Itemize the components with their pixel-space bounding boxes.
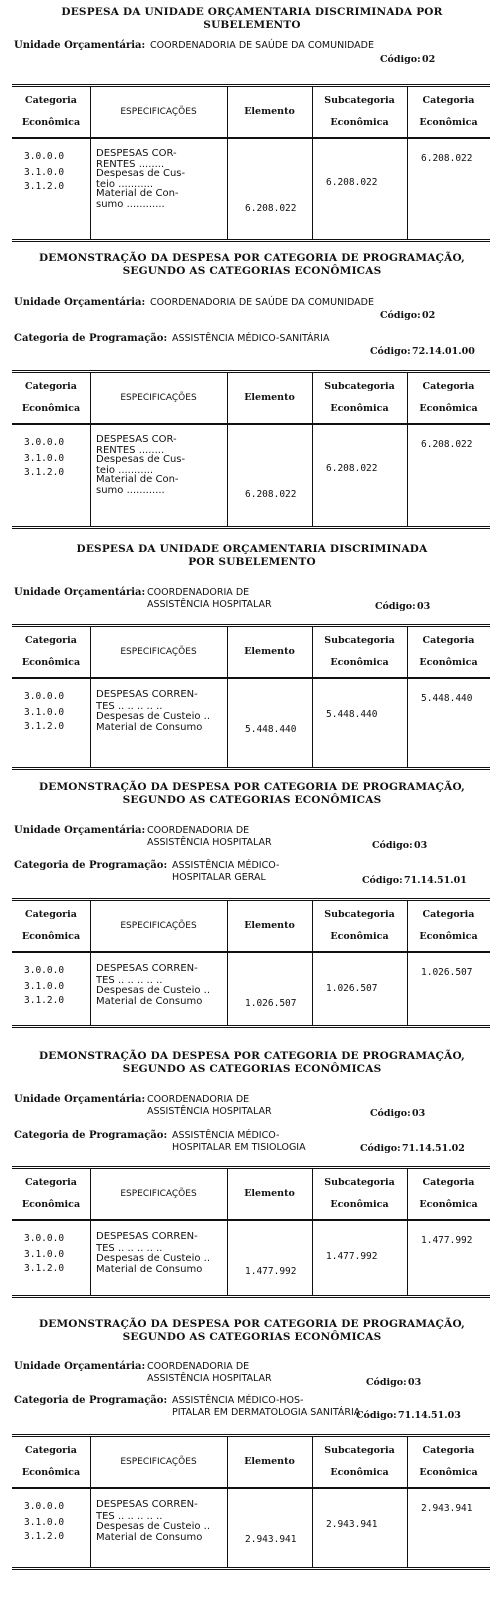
codigo-value: 03 <box>412 1108 426 1119</box>
codigo-value: 03 <box>417 601 431 612</box>
section-title: DEMONSTRAÇÃO DA DESPESA POR CATEGORIA DE PROGRAMAÇÃO, SEGUNDO AS CATEGORIAS ECONÔMICAS <box>38 781 466 806</box>
unidade-label: Unidade Orçamentária: <box>14 40 146 51</box>
section-title: DEMONSTRAÇÃO DA DESPESA POR CATEGORIA DE PROGRAMAÇÃO, SEGUNDO AS CATEGORIAS ECONÔMICAS <box>38 1050 466 1075</box>
programacao-codigo-label: Código: <box>362 875 403 886</box>
section-title: DEMONSTRAÇÃO DA DESPESA POR CATEGORIA DE PROGRAMAÇÃO, SEGUNDO AS CATEGORIAS ECONÔMICAS <box>38 252 466 277</box>
categoria-value: 1.026.507 <box>421 967 473 978</box>
specification-text: Material de Consumo <box>96 996 203 1007</box>
category-code: 3.0.0.0 <box>24 691 65 702</box>
specification-text: DESPESAS COR- RENTES ........ <box>96 148 177 170</box>
unidade-value: COORDENADORIA DE ASSISTÊNCIA HOSPITALAR <box>147 1361 272 1384</box>
column-header: Categoria Econômica <box>419 635 478 668</box>
elemento-value: 2.943.941 <box>245 1534 297 1545</box>
elemento-value: 1.477.992 <box>245 1266 297 1277</box>
category-code: 3.1.0.0 <box>24 167 65 178</box>
unidade-label: Unidade Orçamentária: <box>14 587 146 598</box>
column-header: Categoria Econômica <box>21 381 81 414</box>
unidade-value: COORDENADORIA DE SAÚDE DA COMUNIDADE <box>150 297 374 308</box>
specification-text: DESPESAS CORREN- TES .. .. .. .. .. <box>96 689 198 712</box>
unidade-value: COORDENADORIA DE ASSISTÊNCIA HOSPITALAR <box>147 587 272 610</box>
unidade-value: COORDENADORIA DE ASSISTÊNCIA HOSPITALAR <box>147 1094 272 1117</box>
column-header: Categoria Econômica <box>21 95 81 128</box>
specification-text: Despesas de Custeio .. <box>96 711 211 722</box>
specification-text: Despesas de Custeio .. <box>96 985 211 996</box>
category-code: 3.1.2.0 <box>24 1531 65 1542</box>
column-header: Categoria Econômica <box>21 635 81 668</box>
column-header: ESPECIFICAÇÕES <box>120 1189 197 1199</box>
specification-text: Material de Con- sumo ............ <box>96 188 179 210</box>
codigo-label: Código: <box>366 1377 407 1388</box>
unidade-value: COORDENADORIA DE ASSISTÊNCIA HOSPITALAR <box>147 825 272 848</box>
programacao-label: Categoria de Programação: <box>14 333 168 344</box>
subcategoria-value: 5.448.440 <box>326 709 378 720</box>
column-header: Subcategoria Econômica <box>324 635 395 668</box>
codigo-value: 03 <box>414 840 428 851</box>
section-title: DESPESA DA UNIDADE ORÇAMENTARIA DISCRIMINADA POR SUBELEMENTO <box>76 543 428 568</box>
column-header: Elemento <box>244 1188 295 1199</box>
specification-text: Material de Consumo <box>96 1264 203 1275</box>
programacao-codigo-label: Código: <box>356 1410 397 1421</box>
subcategoria-value: 1.026.507 <box>326 983 378 994</box>
programacao-value: ASSISTÊNCIA MÉDICO- HOSPITALAR GERAL <box>172 860 280 883</box>
specification-text: DESPESAS CORREN- TES .. .. .. .. .. <box>96 963 198 986</box>
programacao-codigo-label: Código: <box>360 1143 401 1154</box>
specification-text: DESPESAS CORREN- TES .. .. .. .. .. <box>96 1231 198 1254</box>
column-header: ESPECIFICAÇÕES <box>120 1457 197 1467</box>
programacao-codigo-label: Código: <box>370 346 411 357</box>
category-code: 3.1.0.0 <box>24 1249 65 1260</box>
column-header: Elemento <box>244 646 295 657</box>
column-header: Elemento <box>244 392 295 403</box>
specification-text: Material de Consumo <box>96 722 203 733</box>
column-header: Categoria Econômica <box>419 1177 478 1210</box>
category-code: 3.0.0.0 <box>24 151 65 162</box>
specification-text: Despesas de Custeio .. <box>96 1253 211 1264</box>
codigo-label: Código: <box>380 310 421 321</box>
specification-text: Despesas de Custeio .. <box>96 1521 211 1532</box>
column-header: ESPECIFICAÇÕES <box>120 647 197 657</box>
column-header: Subcategoria Econômica <box>324 381 395 414</box>
column-header: Categoria Econômica <box>21 909 81 942</box>
column-header: ESPECIFICAÇÕES <box>120 393 197 403</box>
subcategoria-value: 6.208.022 <box>326 177 378 188</box>
elemento-value: 6.208.022 <box>245 203 297 214</box>
programacao-value: ASSISTÊNCIA MÉDICO- HOSPITALAR EM TISIOLOGIA <box>172 1130 306 1153</box>
expense-table <box>12 370 490 529</box>
categoria-value: 1.477.992 <box>421 1235 473 1246</box>
column-header: Categoria Econômica <box>419 909 478 942</box>
programacao-codigo: 71.14.51.01 <box>404 875 467 886</box>
expense-table <box>12 624 490 770</box>
expense-table <box>12 898 490 1028</box>
section-title: DEMONSTRAÇÃO DA DESPESA POR CATEGORIA DE PROGRAMAÇÃO, SEGUNDO AS CATEGORIAS ECONÔMICAS <box>38 1318 466 1343</box>
codigo-value: 03 <box>408 1377 422 1388</box>
specification-text: Material de Consumo <box>96 1532 203 1543</box>
column-header: Subcategoria Econômica <box>324 95 395 128</box>
column-header: Elemento <box>244 920 295 931</box>
categoria-value: 5.448.440 <box>421 693 473 704</box>
programacao-value: ASSISTÊNCIA MÉDICO-HOS- PITALAR EM DERMATOLOGIA SANITÁRIA <box>172 1395 361 1418</box>
column-header: Categoria Econômica <box>419 381 478 414</box>
unidade-label: Unidade Orçamentária: <box>14 825 146 836</box>
specification-text: Despesas de Cus- teio ........... <box>96 454 186 476</box>
category-code: 3.0.0.0 <box>24 1233 65 1244</box>
category-code: 3.1.2.0 <box>24 467 65 478</box>
category-code: 3.0.0.0 <box>24 1501 65 1512</box>
codigo-label: Código: <box>380 54 421 65</box>
expense-table <box>12 1166 490 1298</box>
subcategoria-value: 6.208.022 <box>326 463 378 474</box>
column-header: Elemento <box>244 1456 295 1467</box>
column-header: Categoria Econômica <box>419 95 478 128</box>
categoria-value: 6.208.022 <box>421 153 473 164</box>
expense-table <box>12 84 490 242</box>
column-header: Categoria Econômica <box>21 1445 81 1478</box>
categoria-value: 2.943.941 <box>421 1503 473 1514</box>
elemento-value: 1.026.507 <box>245 998 297 1009</box>
specification-text: Despesas de Cus- teio ........... <box>96 168 186 190</box>
subcategoria-value: 2.943.941 <box>326 1519 378 1530</box>
column-header: Subcategoria Econômica <box>324 1177 395 1210</box>
codigo-value: 02 <box>422 54 436 65</box>
category-code: 3.1.2.0 <box>24 1263 65 1274</box>
section-title: DESPESA DA UNIDADE ORÇAMENTARIA DISCRIMINADA POR SUBELEMENTO <box>61 6 443 31</box>
codigo-label: Código: <box>370 1108 411 1119</box>
category-code: 3.1.2.0 <box>24 181 65 192</box>
category-code: 3.1.0.0 <box>24 981 65 992</box>
specification-text: Material de Con- sumo ............ <box>96 474 179 496</box>
category-code: 3.1.0.0 <box>24 453 65 464</box>
programacao-codigo: 71.14.51.03 <box>398 1410 461 1421</box>
unidade-label: Unidade Orçamentária: <box>14 297 146 308</box>
column-header: Subcategoria Econômica <box>324 1445 395 1478</box>
programacao-codigo: 71.14.51.02 <box>402 1143 465 1154</box>
column-header: Categoria Econômica <box>419 1445 478 1478</box>
subcategoria-value: 1.477.992 <box>326 1251 378 1262</box>
column-header: ESPECIFICAÇÕES <box>120 921 197 931</box>
programacao-label: Categoria de Programação: <box>14 1395 168 1406</box>
specification-text: DESPESAS COR- RENTES ........ <box>96 434 177 456</box>
codigo-label: Código: <box>372 840 413 851</box>
category-code: 3.1.2.0 <box>24 995 65 1006</box>
programacao-value: ASSISTÊNCIA MÉDICO-SANITÁRIA <box>172 333 330 344</box>
column-header: Elemento <box>244 106 295 117</box>
programacao-label: Categoria de Programação: <box>14 1130 168 1141</box>
category-code: 3.1.0.0 <box>24 1517 65 1528</box>
category-code: 3.0.0.0 <box>24 965 65 976</box>
elemento-value: 6.208.022 <box>245 489 297 500</box>
specification-text: DESPESAS CORREN- TES .. .. .. .. .. <box>96 1499 198 1522</box>
categoria-value: 6.208.022 <box>421 439 473 450</box>
programacao-label: Categoria de Programação: <box>14 860 168 871</box>
column-header: Categoria Econômica <box>21 1177 81 1210</box>
column-header: Subcategoria Econômica <box>324 909 395 942</box>
elemento-value: 5.448.440 <box>245 724 297 735</box>
expense-table <box>12 1434 490 1570</box>
unidade-value: COORDENADORIA DE SAÚDE DA COMUNIDADE <box>150 40 374 51</box>
column-header: ESPECIFICAÇÕES <box>120 107 197 117</box>
category-code: 3.1.2.0 <box>24 721 65 732</box>
codigo-label: Código: <box>375 601 416 612</box>
unidade-label: Unidade Orçamentária: <box>14 1361 146 1372</box>
unidade-label: Unidade Orçamentária: <box>14 1094 146 1105</box>
category-code: 3.0.0.0 <box>24 437 65 448</box>
programacao-codigo: 72.14.01.00 <box>412 346 475 357</box>
codigo-value: 02 <box>422 310 436 321</box>
category-code: 3.1.0.0 <box>24 707 65 718</box>
